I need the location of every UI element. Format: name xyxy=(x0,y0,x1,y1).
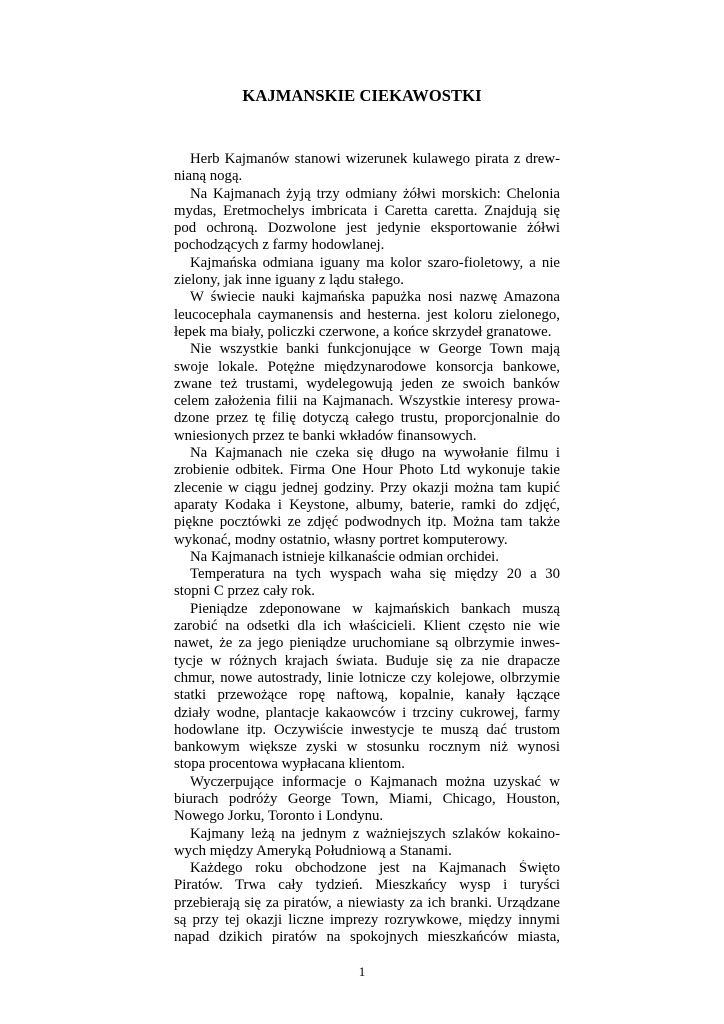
text-line: dzone przez tę filię dotyczą całego trustu, proporcjonalnie do xyxy=(174,410,560,427)
text-line: Herb Kajmanów stanowi wizerunek kulawego pirata z drew- xyxy=(190,151,560,167)
text-line: nawet, że za jego pieniądze uruchomiane są olbrzymie inwes- xyxy=(174,635,560,652)
text-line: zwane też trustami, wydelegowują jeden ze swoich banków xyxy=(174,375,560,392)
text-line: Wyczerpujące informacje o Kajmanach można uzyskać w xyxy=(190,773,560,790)
text-line: łepek ma biały, policzki czerwone, a końce skrzydeł granatowe. xyxy=(174,323,552,340)
text-line: napad dzikich piratów na spokojnych mieszkańców miasta, xyxy=(174,929,560,946)
text-line: Nie wszystkie banki funkcjonujące w George Town mają xyxy=(190,341,560,358)
page-number: 1 xyxy=(358,964,366,979)
text-line: zlecenie w ciągu jednej godziny. Przy okazji można tam kupić xyxy=(174,479,560,496)
text-line: Temperatura na tych wyspach waha się między 20 a 30 xyxy=(190,566,560,583)
text-line: swoje lokale. Potężne międzynarodowe konsorcja bankowe, xyxy=(174,358,560,375)
text-line: piękne pocztówki ze zdjęć podwodnych itp. Można tam także xyxy=(174,514,560,531)
text-line: Nowego Jorku, Toronto i Londynu. xyxy=(174,808,384,825)
text-line: Piratów. Trwa cały tydzień. Mieszkańcy wysp i turyści xyxy=(174,877,560,894)
body-text xyxy=(174,151,560,947)
text-line: mydas, Eretmochelys imbricata i Caretta caretta. Znajdują się xyxy=(174,202,560,219)
text-line: przebierają się za piratów, a niewiasty za ich branki. Urządzane xyxy=(174,894,560,911)
text-line: stopni C przez cały rok. xyxy=(174,583,315,600)
page-title: KAJMANSKIE CIEKAWOSTKI xyxy=(242,86,482,105)
text-line: wych między Ameryką Południową a Stanami. xyxy=(174,842,452,859)
text-line: Kajmany leżą na jednym z ważniejszych szlaków kokaino- xyxy=(190,825,560,842)
text-line: Kajmańska odmiana iguany ma kolor szaro-fioletowy, a nie xyxy=(190,254,560,271)
text-line: aparaty Kodaka i Keystone, albumy, baterie, ramki do zdjęć, xyxy=(174,496,560,513)
text-line: nianą nogą. xyxy=(174,168,243,185)
text-line: są przy tej okazji liczne imprezy rozrywkowe, między innymi xyxy=(174,912,560,929)
text-line: pochodzących z farmy hodowlanej. xyxy=(174,237,385,254)
text-line: wykonać, modny ostatnio, własny portret komputerowy. xyxy=(174,531,508,548)
text-line: biurach podróży George Town, Miami, Chicago, Houston, xyxy=(174,790,560,807)
text-line: statki przewożące ropę naftową, kopalnie, kanały łączące xyxy=(174,687,560,704)
text-line: wniesionych przez te banki wkładów finansowych. xyxy=(174,427,477,444)
text-line: Na Kajmanach żyją trzy odmiany żółwi morskich: Chelonia xyxy=(190,185,560,202)
text-line: stopa procentowa wypłacana klientom. xyxy=(174,756,405,773)
text-line: Każdego roku obchodzone jest na Kajmanach Święto xyxy=(190,860,560,877)
text-line: W świecie nauki kajmańska papużka nosi nazwę Amazona xyxy=(190,289,560,306)
text-line: bankowym większe zyski w stosunku rocznym niż wynosi xyxy=(174,739,560,756)
text-line: Pieniądze zdeponowane w kajmańskich bankach muszą xyxy=(190,600,560,617)
text-line: zrobienie odbitek. Firma One Hour Photo Ltd wykonuje takie xyxy=(174,462,560,479)
text-line: pod ochroną. Dozwolone jest jedynie eksportowanie żółwi xyxy=(174,220,560,237)
text-line: Na Kajmanach nie czeka się długo na wywołanie filmu i xyxy=(190,445,560,462)
text-line: celem założenia filii na Kajmanach. Wszystkie interesy prowa- xyxy=(174,393,560,410)
text-line: tycje w różnych krajach świata. Buduje się za nie drapacze xyxy=(174,652,560,669)
text-line: chmur, nowe autostrady, linie lotnicze czy kolejowe, olbrzymie xyxy=(174,669,560,686)
text-line: hodowlane itp. Oczywiście inwestycje te muszą dać trustom xyxy=(174,721,560,738)
text-line: Na Kajmanach istnieje kilkanaście odmian orchidei. xyxy=(190,548,499,565)
text-line: zielony, jak inne iguany z lądu stałego. xyxy=(174,272,404,289)
text-line: zarobić na odsetki dla ich właścicieli. Klient często nie wie xyxy=(174,618,560,635)
text-line: działy wodne, plantacje kakaowców i trzciny cukrowej, farmy xyxy=(174,704,560,721)
text-line: leucocephala caymanensis and hesterna. jest koloru zielonego, xyxy=(174,306,560,323)
